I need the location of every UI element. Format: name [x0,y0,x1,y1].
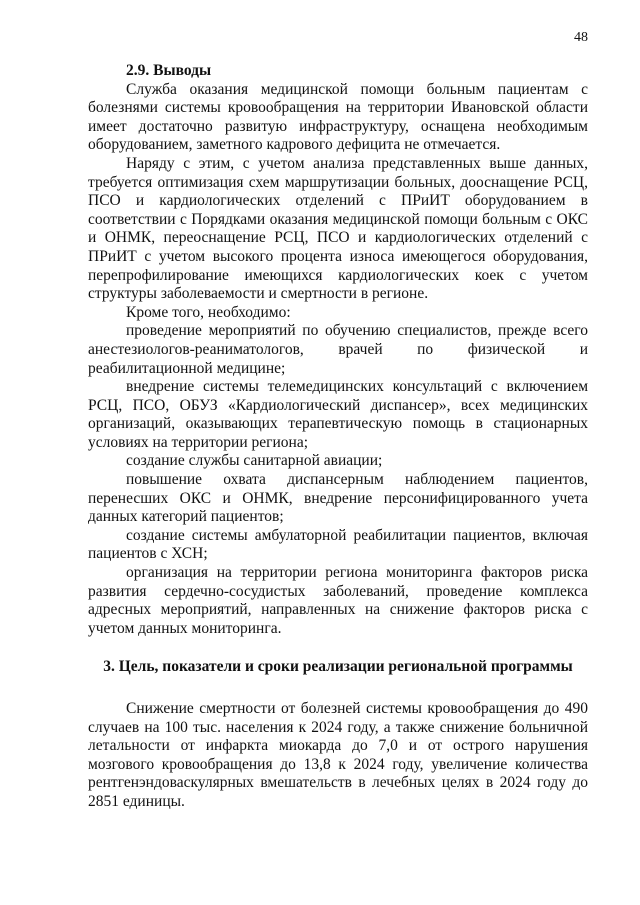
list-item: создание службы санитарной авиации; [126,452,383,470]
section-3-title: 3. Цель, показатели и сроки реализации региональной программы [103,658,573,676]
section-2-9-title: 2.9. Выводы [126,62,212,79]
paragraph: Служба оказания медицинской помощи больным пациентам с болезнями системы кровообращения на территории Ивановской области имеет достаточно развитую инфраструктуру, оснащена необходимым оборудованием, заметного кадрового дефицита не отмечается. [88,80,588,154]
paragraph: Кроме того, необходимо: [126,303,291,321]
document-body [88,62,588,812]
list-item: организация на территории региона мониторинга факторов риска развития сердечно-сосудистых заболеваний, проведение комплекса адресных мероприятий, направленных на снижение факторов риска с учетом данных мониторинга. [88,564,588,637]
paragraph: Снижение смертности от болезней системы кровообращения до 490 случаев на 100 тыс. населения к 2024 году, а также снижение больничной летальности от инфаркта миокарда до 7,0 и от острого нарушения мозгового кровообращения до 13,8 к 2024 году, увеличение количества рентгенэндоваскулярных вмешательств в лечебных целях в 2024 году до 2851 единицы. [88,700,588,810]
list-item: повышение охвата диспансерным наблюдением пациентов, перенесших ОКС и ОНМК, внедрение персонифицированного учета данных категорий пациентов; [88,471,588,526]
paragraph: Наряду с этим, с учетом анализа представленных выше данных, требуется оптимизация схем маршрутизации больных, дооснащение РСЦ, ПСО и кардиологических отделений с ПРиИТ оборудованием в соответствии с Порядками оказания медицинской помощи больным с ОКС и ОНМК, переоснащение РСЦ, ПСО и кардиологических отделений с ПРиИТ с учетом высокого процента износа имеющегося оборудования, перепрофилирование имеющихся кардиологических коек с учетом структуры заболеваемости и смертности в регионе. [88,154,588,303]
list-item: проведение мероприятий по обучению специалистов, прежде всего анестезиологов-реаниматологов, врачей по физической и реабилитационной медицине; [88,322,588,377]
list-item: создание системы амбулаторной реабилитации пациентов, включая пациентов с ХСН; [88,526,588,563]
list-item: внедрение системы телемедицинских консультаций с включением РСЦ, ПСО, ОБУЗ «Кардиологический диспансер», всех медицинских организаций, оказывающих терапевтическую помощь в стационарных условиях на территории региона; [88,378,588,451]
page-number: 48 [574,30,588,45]
